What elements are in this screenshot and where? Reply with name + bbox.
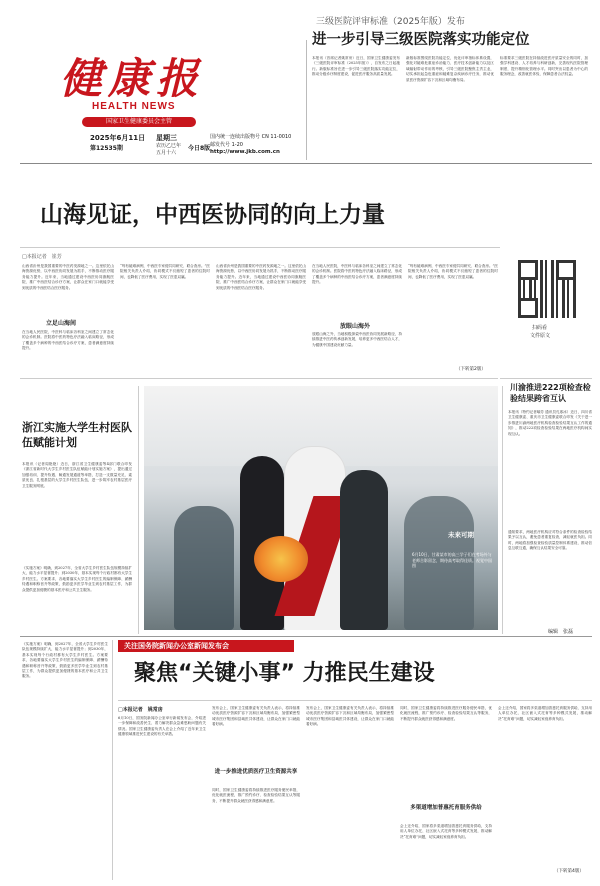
bottom-byline: □本报记者 姚常房 (118, 707, 163, 713)
masthead-divider (306, 40, 307, 160)
lead-col1-a: 山西省沂州是我国重要的中医药发源地之一。这里依托山海资源优势，以中西医协同发展为抓手，不断推动医疗服务能力提升。近年来，当地通过建设中西医协同旗舰医院、推广中西医结合诊疗方案，让群众在家门口就能享受到优质的中西医结合医疗服务。 (22, 264, 114, 290)
right-story-headline: 川渝推进222项检查检验结果跨省互认 (510, 383, 591, 403)
right-story-body: 本报讯（特约记者喻芳 通讯员孔寒冰）近日，四川省卫生健康委、重庆市卫生健康委联合印发《关于进一步推进川渝两地医疗机构检查检验结果互认工作的通知》，推动222项检查检验结果在两地医疗机构间实现互认。 (508, 410, 592, 436)
masthead-pages: 今日8版 (188, 145, 211, 152)
lead-col2: “每有疑难病例，中西医专家便共同研究、联合查房。”医院相关负责人介绍，协同模式不仅缩短了患者的住院时间，也降低了医疗费用，实现了医患双赢。 (120, 264, 210, 279)
top-divider (20, 163, 592, 164)
photo-bouquet (254, 536, 308, 582)
top-story-col3: 标准要求三级医院在持续改进医疗质量安全的同时，加强学科建设、人才培养与科研创新，完善现代医院管理制度，提升精细化管理水平。同时突出以患者为中心的服务理念，改善就医体验，保障患者合法权益。 (500, 56, 588, 77)
left-story-headline (22, 420, 132, 450)
left-story-continued-body: 《实施方案》明确，到2027年，全省大学生乡村医生队伍规模持续扩大，能力水平显著提升；到2030年，基本实现每个行政村都有大学生乡村医生。方案要求，各地要落实大学生乡村医生的编制保障、薪酬待遇和职称晋升等政策，鼓励更多医学毕业生到农村基层工作，为群众提供更加便捷的基本医疗和公共卫生服务。 (22, 642, 108, 679)
bottom-col2-a: 发布会上，国家卫生健康委有关负责人表示，将持续推动优质医疗资源扩容下沉和区域均衡布局，加强紧密型城市医疗集团和县域医共体建设，让群众在家门口就能看好病。 (212, 706, 300, 727)
top-story-headline: 进一步引导三级医院落实功能定位 (312, 32, 530, 48)
lead-col4-b: 放眼山海之外，当地积极探索中西医协同发展新路径，持续推进中医药传承创新发展，培养更多中西医结合人才，为健康中国建设贡献力量。 (312, 332, 402, 347)
masthead-weekday: 星期三 (156, 134, 177, 142)
qr-divider (500, 378, 592, 379)
bottom-continued[interactable]: （下转第4版） (554, 869, 584, 874)
qr-caption-2: 文件原文 (530, 333, 551, 339)
masthead-issue: 第12535期 (90, 145, 123, 152)
masthead-sponsor: 国家卫生健康委员会主管 (105, 118, 172, 125)
bottom-sub2: 多渠道增加普惠托育服务供给 (410, 805, 482, 811)
lead-col1-b: 在当地人民医院，中医科与临床各科室之间建立了常态化的会诊机制。医院将中医药特色疗法融入临床路径，形成了覆盖多个病种的中西医结合诊疗方案，患者满意度持续提升。 (22, 330, 114, 351)
masthead-website[interactable]: http://www.jkb.com.cn (210, 149, 280, 155)
lead-col4-a: 在当地人民医院，中医科与临床各科室之间建立了常态化的会诊机制。医院将中医药特色疗法融入临床路径，形成了覆盖多个病种的中西医结合诊疗方案，患者满意度持续提升。 (312, 264, 402, 285)
masthead-post-code: 邮发代号 1-20 (210, 142, 243, 148)
photo-caption-note: 6月10日，甘肃某市的高三学子们在考场外与老师合影留念，期待高考取得佳绩。视觉中国图 (412, 552, 492, 568)
bottom-left-rule (112, 640, 113, 880)
bottom-col4-a: 同时，国家卫生健康委将持续推进医疗服务便民举措，优化就医流程，推广预约诊疗、检查检验结果互认等服务，不断提升群众就医获得感和满意度。 (400, 706, 492, 721)
bottom-kicker-bar (118, 640, 294, 652)
lead-headline: 山海见证，中西医协同的向上力量 (40, 202, 385, 228)
masthead-cn-number: 国内统一连续出版物号 CN 11-0010 (210, 134, 292, 140)
top-story-kicker: 三级医院评审标准（2025年版）发布 (316, 17, 465, 27)
qr-caption: 扫码看 (532, 325, 548, 331)
bottom-headline-rule (118, 700, 592, 701)
lead-col3: 山西省沂州是我国重要的中医药发源地之一。这里依托山海资源优势，以中西医协同发展为抓手，不断推动医疗服务能力提升。近年来，当地通过建设中西医协同旗舰医院、推广中西医结合诊疗方案，让群众在家门口就能享受到优质的中西医结合医疗服务。 (216, 264, 306, 290)
photo-figure-3 (340, 470, 388, 630)
photo-caption-title: 未来可期 (448, 531, 474, 539)
qr-corner-tl (518, 260, 538, 280)
lead-continued[interactable]: （下转第2版） (456, 367, 486, 372)
qr-block (506, 252, 592, 372)
bottom-col2-b: 同时，国家卫生健康委将持续推进医疗服务便民举措，优化就医流程，推广预约诊疗、检查检验结果互认等服务，不断提升群众就医获得感和满意度。 (212, 788, 300, 803)
masthead-date: 2025年6月11日 (90, 134, 146, 142)
bottom-col1: 6月10日，国务院新闻办公室举行新闻发布会，介绍进一步保障和改善民生、着力解决群众急难愁盼问题有关情况。国家卫生健康委负责人在会上介绍了近年来卫生健康领域推进民生建设的有关举措。 (118, 716, 206, 737)
bottom-headline: 聚焦“关键小事” 力推民生建设 (134, 661, 435, 686)
bottom-col5: 会上还介绍，国家将多渠道增加普惠托育服务供给，支持用人单位办托、社区嵌入式托育等多种模式发展，推动解决“托育难”问题，切实减轻家庭养育负担。 (498, 706, 592, 721)
left-story-headline-text: 浙江实施大学生村医队伍赋能计划 (22, 421, 132, 449)
mid-divider (20, 378, 498, 379)
bottom-sub1: 进一步推进优质医疗卫生资源共享 (214, 769, 298, 775)
lead-headline-rule (20, 247, 500, 248)
qr-corner-tr (556, 260, 576, 280)
left-story-body: 本报讯（记者周艳艳）近日，浙江省卫生健康委等4部门联合印发《浙江省新时代大学生乡村医生队伍赋能计划实施方案》，提出通过加强培训、提升待遇、畅通发展通道等举措，打造一支数量充足、素质优良、扎根基层的大学生乡村医生队伍，进一步筑牢农村基层医疗卫生服务网底。 (22, 462, 132, 488)
photo-figure-4 (174, 506, 234, 630)
lead-byline: □本报记者 崔芳 (22, 254, 62, 260)
qr-code[interactable] (518, 260, 576, 318)
lead-subhead: 立足山海间 (46, 320, 77, 327)
lead-photo (144, 386, 498, 630)
right-story-editor: 编辑 张磊 (548, 629, 574, 635)
bottom-kicker: 关注国务院新闻办公室新闻发布会 (124, 642, 229, 650)
bottom-divider (20, 636, 592, 637)
bottom-col4-b: 会上还介绍，国家将多渠道增加普惠托育服务供给，支持用人单位办托、社区嵌入式托育等多种模式发展，推动解决“托育难”问题，切实减轻家庭养育负担。 (400, 824, 492, 839)
qr-corner-bl (518, 298, 538, 318)
top-story-col1: 本报讯（首席记者姚常房）近日，国家卫生健康委发布《三级医院评审标准（2025年版）》，自发布之日起施行。新版标准旨在进一步引导三级医院落实功能定位，推动分级诊疗制度建设，促进医疗服务高质量发展。 (312, 56, 400, 77)
left-story-body-2: 《实施方案》明确，到2027年，全省大学生乡村医生队伍规模持续扩大，能力水平显著提升；到2030年，基本实现每个行政村都有大学生乡村医生。方案要求，各地要落实大学生乡村医生的编制保障、薪酬待遇和职称晋升等政策，鼓励更多医学毕业生到农村基层工作，为群众提供更加便捷的基本医疗和公共卫生服务。 (22, 566, 132, 592)
top-story-col2: 新版标准围绕医院功能定位，优化评审指标体系设置，强化对疑难危重症诊治能力、医疗技术创新能力以及区域辐射带动作用的考核，引导三级医院聚焦主责主业，切实承担起急危重症和疑难复杂疾病诊疗任务，推动优质医疗资源扩容下沉和区域均衡布局。 (406, 56, 494, 82)
masthead-sponsor-badge (82, 117, 196, 127)
masthead-lunar-day: 五月十六 (156, 150, 177, 156)
left-col-rule (138, 386, 139, 634)
lead-col5: “每有疑难病例，中西医专家便共同研究、联合查房。”医院相关负责人介绍，协同模式不仅缩短了患者的住院时间，也降低了医疗费用，实现了医患双赢。 (408, 264, 498, 279)
masthead-lunar: 农历乙巳年 (156, 143, 182, 149)
top-story (312, 14, 592, 162)
right-story-body-2: 通知要求，两地医疗机构应对符合条件的检查检验结果予以互认，避免患者重复检查，减轻就医负担。同时，两地将加强检查检验质量控制体系建设，推动信息互联互通，确保互认结果安全可靠。 (508, 530, 592, 551)
bottom-col3: 发布会上，国家卫生健康委有关负责人表示，将持续推动优质医疗资源扩容下沉和区域均衡布局，加强紧密型城市医疗集团和县域医共体建设，让群众在家门口就能看好病。 (306, 706, 394, 727)
right-col-rule (502, 386, 503, 634)
masthead-logo: 健康报 (60, 54, 205, 103)
masthead-logo-en: HEALTH NEWS (92, 101, 176, 112)
lead-col4-subhead: 放眼山海外 (340, 323, 371, 330)
